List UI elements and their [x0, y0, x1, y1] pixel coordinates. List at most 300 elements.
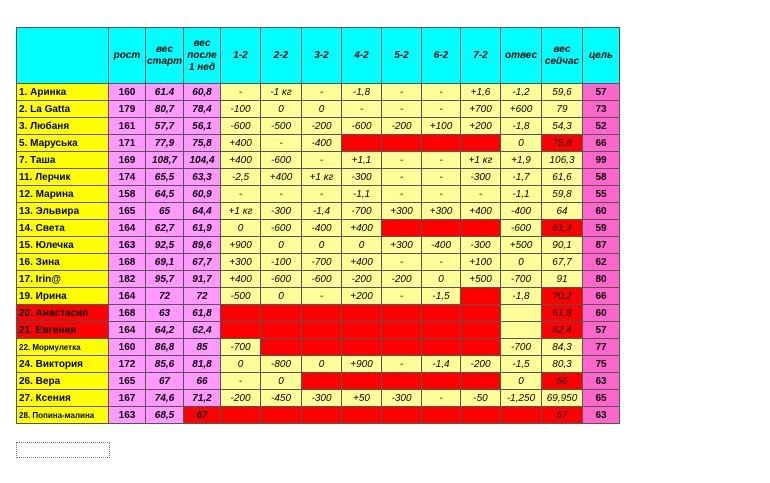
height-cell[interactable]: 163 — [109, 407, 146, 424]
total-loss-cell[interactable] — [501, 305, 542, 322]
weekly-change-cell[interactable]: -200 — [342, 271, 382, 288]
current-weight-cell[interactable]: 54,3 — [542, 118, 583, 135]
weekly-change-cell[interactable] — [461, 135, 501, 152]
start-weight-cell[interactable]: 85,6 — [146, 356, 184, 373]
start-weight-cell[interactable]: 69,1 — [146, 254, 184, 271]
total-loss-cell[interactable]: -1,7 — [501, 169, 542, 186]
goal-cell[interactable]: 63 — [583, 373, 620, 390]
weekly-change-cell[interactable] — [382, 220, 422, 237]
weekly-change-cell[interactable]: +1,6 — [461, 84, 501, 101]
current-weight-cell[interactable]: 59,6 — [542, 84, 583, 101]
weekly-change-cell[interactable]: - — [221, 186, 261, 203]
header-cell-total-loss[interactable]: отвес — [501, 28, 542, 84]
weekly-change-cell[interactable] — [382, 339, 422, 356]
after-week1-cell[interactable]: 60,8 — [184, 84, 221, 101]
participant-name-cell[interactable]: 13. Эльвира — [17, 203, 109, 220]
total-loss-cell[interactable]: -1,2 — [501, 84, 542, 101]
participant-name-cell[interactable]: 15. Юлечка — [17, 237, 109, 254]
weekly-change-cell[interactable]: -400 — [422, 237, 461, 254]
header-cell-week-7-2[interactable]: 7-2 — [461, 28, 501, 84]
participant-name-cell[interactable]: 3. Любаня — [17, 118, 109, 135]
height-cell[interactable]: 163 — [109, 237, 146, 254]
weekly-change-cell[interactable]: +100 — [461, 254, 501, 271]
start-weight-cell[interactable]: 64,5 — [146, 186, 184, 203]
weekly-change-cell[interactable]: 0 — [302, 356, 342, 373]
total-loss-cell[interactable]: +600 — [501, 101, 542, 118]
goal-cell[interactable]: 87 — [583, 237, 620, 254]
weekly-change-cell[interactable]: -800 — [261, 356, 302, 373]
participant-name-cell[interactable]: 14. Света — [17, 220, 109, 237]
weekly-change-cell[interactable]: -2,5 — [221, 169, 261, 186]
current-weight-cell[interactable]: 61,8 — [542, 305, 583, 322]
height-cell[interactable]: 164 — [109, 288, 146, 305]
after-week1-cell[interactable]: 61,9 — [184, 220, 221, 237]
current-weight-cell[interactable]: 70,2 — [542, 288, 583, 305]
weekly-change-cell[interactable]: 0 — [221, 220, 261, 237]
weekly-change-cell[interactable]: -1,8 — [342, 84, 382, 101]
weekly-change-cell[interactable]: -100 — [261, 254, 302, 271]
weekly-change-cell[interactable]: -1 кг — [261, 84, 302, 101]
weekly-change-cell[interactable]: -200 — [382, 118, 422, 135]
after-week1-cell[interactable]: 67 — [184, 407, 221, 424]
current-weight-cell[interactable]: 75,8 — [542, 135, 583, 152]
participant-name-cell[interactable]: 1. Аринка — [17, 84, 109, 101]
current-weight-cell[interactable]: 61,6 — [542, 169, 583, 186]
participant-name-cell[interactable]: 21. Евгения — [17, 322, 109, 339]
start-weight-cell[interactable]: 65 — [146, 203, 184, 220]
weekly-change-cell[interactable] — [461, 288, 501, 305]
weekly-change-cell[interactable] — [422, 407, 461, 424]
after-week1-cell[interactable]: 61,8 — [184, 305, 221, 322]
weekly-change-cell[interactable]: - — [422, 152, 461, 169]
height-cell[interactable]: 168 — [109, 305, 146, 322]
header-cell-week-6-2[interactable]: 6-2 — [422, 28, 461, 84]
weekly-change-cell[interactable] — [422, 322, 461, 339]
height-cell[interactable]: 165 — [109, 203, 146, 220]
header-cell-week-3-2[interactable]: 3-2 — [302, 28, 342, 84]
weekly-change-cell[interactable] — [221, 407, 261, 424]
current-weight-cell[interactable]: 66 — [542, 373, 583, 390]
weekly-change-cell[interactable] — [221, 305, 261, 322]
weekly-change-cell[interactable]: -500 — [221, 288, 261, 305]
weekly-change-cell[interactable]: -700 — [221, 339, 261, 356]
weekly-change-cell[interactable]: -300 — [461, 169, 501, 186]
weekly-change-cell[interactable] — [422, 339, 461, 356]
start-weight-cell[interactable]: 62,7 — [146, 220, 184, 237]
total-loss-cell[interactable]: 0 — [501, 373, 542, 390]
weekly-change-cell[interactable]: - — [382, 169, 422, 186]
weekly-change-cell[interactable]: +700 — [461, 101, 501, 118]
weekly-change-cell[interactable]: -1,4 — [302, 203, 342, 220]
participant-name-cell[interactable]: 12. Марина — [17, 186, 109, 203]
goal-cell[interactable]: 62 — [583, 254, 620, 271]
participant-name-cell[interactable]: 24. Виктория — [17, 356, 109, 373]
weekly-change-cell[interactable]: - — [221, 373, 261, 390]
weekly-change-cell[interactable] — [261, 339, 302, 356]
weekly-change-cell[interactable]: +100 — [422, 118, 461, 135]
current-weight-cell[interactable]: 79 — [542, 101, 583, 118]
weekly-change-cell[interactable]: -300 — [261, 203, 302, 220]
weekly-change-cell[interactable]: +300 — [382, 203, 422, 220]
after-week1-cell[interactable]: 81,8 — [184, 356, 221, 373]
height-cell[interactable]: 174 — [109, 169, 146, 186]
header-cell-weight-after-week1[interactable]: вес после 1 нед — [184, 28, 221, 84]
participant-name-cell[interactable]: 5. Маруська — [17, 135, 109, 152]
participant-name-cell[interactable]: 11. Лерчик — [17, 169, 109, 186]
weekly-change-cell[interactable]: - — [382, 288, 422, 305]
weekly-change-cell[interactable] — [461, 339, 501, 356]
height-cell[interactable]: 179 — [109, 101, 146, 118]
header-cell-current-weight[interactable]: вес сейчас — [542, 28, 583, 84]
total-loss-cell[interactable]: -700 — [501, 339, 542, 356]
weekly-change-cell[interactable]: 0 — [422, 271, 461, 288]
weekly-change-cell[interactable]: 0 — [261, 101, 302, 118]
start-weight-cell[interactable]: 67 — [146, 373, 184, 390]
weekly-change-cell[interactable] — [302, 407, 342, 424]
height-cell[interactable]: 160 — [109, 84, 146, 101]
weekly-change-cell[interactable] — [382, 373, 422, 390]
weekly-change-cell[interactable]: -50 — [461, 390, 501, 407]
weekly-change-cell[interactable]: -700 — [302, 254, 342, 271]
start-weight-cell[interactable]: 57,7 — [146, 118, 184, 135]
weekly-change-cell[interactable]: +1,1 — [342, 152, 382, 169]
weekly-change-cell[interactable]: 0 — [342, 237, 382, 254]
weekly-change-cell[interactable]: - — [422, 101, 461, 118]
start-weight-cell[interactable]: 64,2 — [146, 322, 184, 339]
weekly-change-cell[interactable]: +400 — [261, 169, 302, 186]
current-weight-cell[interactable]: 62,4 — [542, 322, 583, 339]
weekly-change-cell[interactable] — [261, 407, 302, 424]
after-week1-cell[interactable]: 62,4 — [184, 322, 221, 339]
start-weight-cell[interactable]: 95,7 — [146, 271, 184, 288]
weekly-change-cell[interactable]: - — [302, 186, 342, 203]
height-cell[interactable]: 182 — [109, 271, 146, 288]
total-loss-cell[interactable]: 0 — [501, 135, 542, 152]
weekly-change-cell[interactable]: - — [382, 101, 422, 118]
total-loss-cell[interactable]: -1,8 — [501, 288, 542, 305]
weekly-change-cell[interactable]: +1 кг — [461, 152, 501, 169]
weekly-change-cell[interactable] — [342, 322, 382, 339]
weekly-change-cell[interactable] — [342, 339, 382, 356]
weekly-change-cell[interactable]: +50 — [342, 390, 382, 407]
current-weight-cell[interactable]: 80,3 — [542, 356, 583, 373]
weekly-change-cell[interactable] — [382, 407, 422, 424]
total-loss-cell[interactable]: -1,250 — [501, 390, 542, 407]
weekly-change-cell[interactable]: -200 — [461, 356, 501, 373]
weekly-change-cell[interactable] — [461, 407, 501, 424]
current-weight-cell[interactable]: 64 — [542, 203, 583, 220]
weekly-change-cell[interactable]: - — [461, 186, 501, 203]
goal-cell[interactable]: 99 — [583, 152, 620, 169]
weekly-change-cell[interactable]: - — [261, 186, 302, 203]
header-cell-week-5-2[interactable]: 5-2 — [382, 28, 422, 84]
weekly-change-cell[interactable]: -300 — [342, 169, 382, 186]
weekly-change-cell[interactable]: 0 — [261, 288, 302, 305]
weekly-change-cell[interactable]: -200 — [221, 390, 261, 407]
weekly-change-cell[interactable]: -600 — [261, 271, 302, 288]
weekly-change-cell[interactable]: -400 — [302, 135, 342, 152]
weekly-change-cell[interactable]: +900 — [342, 356, 382, 373]
weekly-change-cell[interactable] — [221, 322, 261, 339]
participant-name-cell[interactable]: 2. La Gatta — [17, 101, 109, 118]
total-loss-cell[interactable]: 0 — [501, 254, 542, 271]
goal-cell[interactable]: 66 — [583, 135, 620, 152]
weekly-change-cell[interactable]: +400 — [221, 135, 261, 152]
after-week1-cell[interactable]: 91,7 — [184, 271, 221, 288]
weekly-change-cell[interactable] — [461, 305, 501, 322]
total-loss-cell[interactable]: +500 — [501, 237, 542, 254]
weekly-change-cell[interactable]: +400 — [461, 203, 501, 220]
weekly-change-cell[interactable] — [382, 135, 422, 152]
after-week1-cell[interactable]: 66 — [184, 373, 221, 390]
start-weight-cell[interactable]: 86,8 — [146, 339, 184, 356]
weekly-change-cell[interactable] — [261, 322, 302, 339]
after-week1-cell[interactable]: 64,4 — [184, 203, 221, 220]
goal-cell[interactable]: 55 — [583, 186, 620, 203]
goal-cell[interactable]: 73 — [583, 101, 620, 118]
weekly-change-cell[interactable]: +400 — [221, 152, 261, 169]
height-cell[interactable]: 165 — [109, 373, 146, 390]
weekly-change-cell[interactable]: 0 — [302, 101, 342, 118]
weekly-change-cell[interactable]: +200 — [461, 118, 501, 135]
header-cell-week-4-2[interactable]: 4-2 — [342, 28, 382, 84]
weekly-change-cell[interactable] — [382, 305, 422, 322]
participant-name-cell[interactable]: 17. Irin@ — [17, 271, 109, 288]
weekly-change-cell[interactable]: - — [342, 101, 382, 118]
weekly-change-cell[interactable] — [302, 322, 342, 339]
height-cell[interactable]: 171 — [109, 135, 146, 152]
weekly-change-cell[interactable] — [261, 305, 302, 322]
weekly-change-cell[interactable]: - — [221, 84, 261, 101]
goal-cell[interactable]: 65 — [583, 390, 620, 407]
weekly-change-cell[interactable]: -100 — [221, 101, 261, 118]
header-cell-height[interactable]: рост — [109, 28, 146, 84]
goal-cell[interactable]: 77 — [583, 339, 620, 356]
start-weight-cell[interactable]: 74,6 — [146, 390, 184, 407]
weekly-change-cell[interactable]: -400 — [302, 220, 342, 237]
weekly-change-cell[interactable]: - — [382, 186, 422, 203]
height-cell[interactable]: 167 — [109, 390, 146, 407]
weekly-change-cell[interactable]: - — [302, 288, 342, 305]
after-week1-cell[interactable]: 56,1 — [184, 118, 221, 135]
weekly-change-cell[interactable]: - — [382, 84, 422, 101]
start-weight-cell[interactable]: 63 — [146, 305, 184, 322]
weekly-change-cell[interactable] — [342, 135, 382, 152]
weekly-change-cell[interactable] — [382, 322, 422, 339]
participant-name-cell[interactable]: 16. Зина — [17, 254, 109, 271]
height-cell[interactable]: 168 — [109, 254, 146, 271]
weekly-change-cell[interactable]: - — [261, 135, 302, 152]
after-week1-cell[interactable]: 63,3 — [184, 169, 221, 186]
after-week1-cell[interactable]: 60,9 — [184, 186, 221, 203]
weekly-change-cell[interactable]: -1,1 — [342, 186, 382, 203]
weekly-change-cell[interactable]: +1 кг — [221, 203, 261, 220]
current-weight-cell[interactable]: 91 — [542, 271, 583, 288]
height-cell[interactable]: 158 — [109, 186, 146, 203]
goal-cell[interactable]: 52 — [583, 118, 620, 135]
total-loss-cell[interactable]: -1,5 — [501, 356, 542, 373]
weekly-change-cell[interactable]: -600 — [342, 118, 382, 135]
weekly-change-cell[interactable]: +400 — [342, 254, 382, 271]
weekly-change-cell[interactable]: -1,4 — [422, 356, 461, 373]
current-weight-cell[interactable]: 84,3 — [542, 339, 583, 356]
header-cell-name[interactable] — [17, 28, 109, 84]
height-cell[interactable]: 164 — [109, 220, 146, 237]
header-cell-week-1-2[interactable]: 1-2 — [221, 28, 261, 84]
weekly-change-cell[interactable]: +400 — [221, 271, 261, 288]
current-weight-cell[interactable]: 90,1 — [542, 237, 583, 254]
after-week1-cell[interactable]: 85 — [184, 339, 221, 356]
current-weight-cell[interactable]: 106,3 — [542, 152, 583, 169]
header-cell-goal[interactable]: цель — [583, 28, 620, 84]
weekly-change-cell[interactable]: - — [302, 152, 342, 169]
weekly-change-cell[interactable] — [342, 373, 382, 390]
start-weight-cell[interactable]: 72 — [146, 288, 184, 305]
weekly-change-cell[interactable]: -300 — [302, 390, 342, 407]
weekly-change-cell[interactable]: -200 — [302, 118, 342, 135]
weekly-change-cell[interactable]: -700 — [342, 203, 382, 220]
participant-name-cell[interactable]: 22. Мормулетка — [17, 339, 109, 356]
weekly-change-cell[interactable]: 0 — [221, 356, 261, 373]
after-week1-cell[interactable]: 78,4 — [184, 101, 221, 118]
weekly-change-cell[interactable]: +300 — [382, 237, 422, 254]
header-row — [17, 28, 620, 84]
weekly-change-cell[interactable]: 0 — [302, 237, 342, 254]
goal-cell[interactable]: 75 — [583, 356, 620, 373]
weekly-change-cell[interactable]: -600 — [261, 152, 302, 169]
weekly-change-cell[interactable] — [302, 373, 342, 390]
start-weight-cell[interactable]: 92,5 — [146, 237, 184, 254]
height-cell[interactable]: 164 — [109, 322, 146, 339]
start-weight-cell[interactable]: 108,7 — [146, 152, 184, 169]
start-weight-cell[interactable]: 65,5 — [146, 169, 184, 186]
header-cell-week-2-2[interactable]: 2-2 — [261, 28, 302, 84]
weekly-change-cell[interactable]: -200 — [382, 271, 422, 288]
table-row — [17, 203, 620, 220]
after-week1-cell[interactable]: 104,4 — [184, 152, 221, 169]
start-weight-cell[interactable]: 80,7 — [146, 101, 184, 118]
weekly-change-cell[interactable] — [461, 373, 501, 390]
weekly-change-cell[interactable] — [422, 220, 461, 237]
after-week1-cell[interactable]: 72 — [184, 288, 221, 305]
participant-name-cell[interactable]: 7. Таша — [17, 152, 109, 169]
weekly-change-cell[interactable]: -450 — [261, 390, 302, 407]
weekly-change-cell[interactable]: - — [382, 254, 422, 271]
weekly-change-cell[interactable]: +300 — [221, 254, 261, 271]
goal-cell[interactable]: 57 — [583, 84, 620, 101]
weekly-change-cell[interactable]: - — [422, 186, 461, 203]
goal-cell[interactable]: 57 — [583, 322, 620, 339]
weekly-change-cell[interactable]: - — [302, 84, 342, 101]
height-cell[interactable]: 161 — [109, 118, 146, 135]
goal-cell[interactable]: 63 — [583, 407, 620, 424]
participant-name-cell[interactable]: 27. Ксения — [17, 390, 109, 407]
total-loss-cell[interactable]: -400 — [501, 203, 542, 220]
current-weight-cell[interactable]: 59,8 — [542, 186, 583, 203]
weekly-change-cell[interactable]: +500 — [461, 271, 501, 288]
weekly-change-cell[interactable]: - — [422, 254, 461, 271]
table-row — [17, 407, 620, 424]
weekly-change-cell[interactable]: -300 — [382, 390, 422, 407]
goal-cell[interactable]: 59 — [583, 220, 620, 237]
weekly-change-cell[interactable]: -600 — [261, 220, 302, 237]
weekly-change-cell[interactable]: +300 — [422, 203, 461, 220]
weekly-change-cell[interactable]: - — [382, 152, 422, 169]
weekly-change-cell[interactable]: +1 кг — [302, 169, 342, 186]
current-weight-cell[interactable]: 69,950 — [542, 390, 583, 407]
total-loss-cell[interactable]: -700 — [501, 271, 542, 288]
current-weight-cell[interactable]: 61,3 — [542, 220, 583, 237]
weekly-change-cell[interactable]: -600 — [302, 271, 342, 288]
goal-cell[interactable]: 60 — [583, 203, 620, 220]
total-loss-cell[interactable]: -1,1 — [501, 186, 542, 203]
header-cell-start-weight[interactable]: вес старт — [146, 28, 184, 84]
participant-name-cell[interactable]: 26. Вера — [17, 373, 109, 390]
weekly-change-cell[interactable] — [461, 322, 501, 339]
participant-name-cell[interactable]: 19. Ирина — [17, 288, 109, 305]
current-weight-cell[interactable]: 67,7 — [542, 254, 583, 271]
weekly-change-cell[interactable] — [461, 220, 501, 237]
weekly-change-cell[interactable]: -500 — [261, 118, 302, 135]
start-weight-cell[interactable]: 61.4 — [146, 84, 184, 101]
weekly-change-cell[interactable]: - — [422, 84, 461, 101]
weekly-change-cell[interactable]: +900 — [221, 237, 261, 254]
weekly-change-cell[interactable]: 0 — [261, 373, 302, 390]
participant-name-cell[interactable]: 28. Попина-малина — [17, 407, 109, 424]
weekly-change-cell[interactable] — [342, 407, 382, 424]
weekly-change-cell[interactable]: -1,5 — [422, 288, 461, 305]
weekly-change-cell[interactable] — [422, 305, 461, 322]
height-cell[interactable]: 172 — [109, 356, 146, 373]
weekly-change-cell[interactable]: +200 — [342, 288, 382, 305]
weekly-change-cell[interactable]: +400 — [342, 220, 382, 237]
participant-name-cell[interactable]: 20. Анастасия — [17, 305, 109, 322]
height-cell[interactable]: 169 — [109, 152, 146, 169]
total-loss-cell[interactable] — [501, 322, 542, 339]
weekly-change-cell[interactable]: - — [422, 390, 461, 407]
start-weight-cell[interactable]: 77,9 — [146, 135, 184, 152]
height-cell[interactable]: 160 — [109, 339, 146, 356]
goal-cell[interactable]: 80 — [583, 271, 620, 288]
weekly-change-cell[interactable] — [302, 339, 342, 356]
after-week1-cell[interactable]: 75,8 — [184, 135, 221, 152]
goal-cell[interactable]: 66 — [583, 288, 620, 305]
after-week1-cell[interactable]: 89,6 — [184, 237, 221, 254]
weekly-change-cell[interactable] — [422, 373, 461, 390]
total-loss-cell[interactable] — [501, 407, 542, 424]
weekly-change-cell[interactable]: - — [382, 356, 422, 373]
goal-cell[interactable]: 58 — [583, 169, 620, 186]
weekly-change-cell[interactable] — [342, 305, 382, 322]
after-week1-cell[interactable]: 71,2 — [184, 390, 221, 407]
start-weight-cell[interactable]: 68,5 — [146, 407, 184, 424]
table-row — [17, 186, 620, 203]
weekly-change-cell[interactable] — [422, 135, 461, 152]
weekly-change-cell[interactable]: - — [422, 169, 461, 186]
total-loss-cell[interactable]: -600 — [501, 220, 542, 237]
weekly-change-cell[interactable]: -600 — [221, 118, 261, 135]
total-loss-cell[interactable]: +1,9 — [501, 152, 542, 169]
after-week1-cell[interactable]: 67,7 — [184, 254, 221, 271]
table-row — [17, 84, 620, 101]
weekly-change-cell[interactable]: 0 — [261, 237, 302, 254]
weekly-change-cell[interactable]: -300 — [461, 237, 501, 254]
goal-cell[interactable]: 60 — [583, 305, 620, 322]
table-row — [17, 373, 620, 390]
total-loss-cell[interactable]: -1,8 — [501, 118, 542, 135]
current-weight-cell[interactable]: 67 — [542, 407, 583, 424]
weekly-change-cell[interactable] — [302, 305, 342, 322]
